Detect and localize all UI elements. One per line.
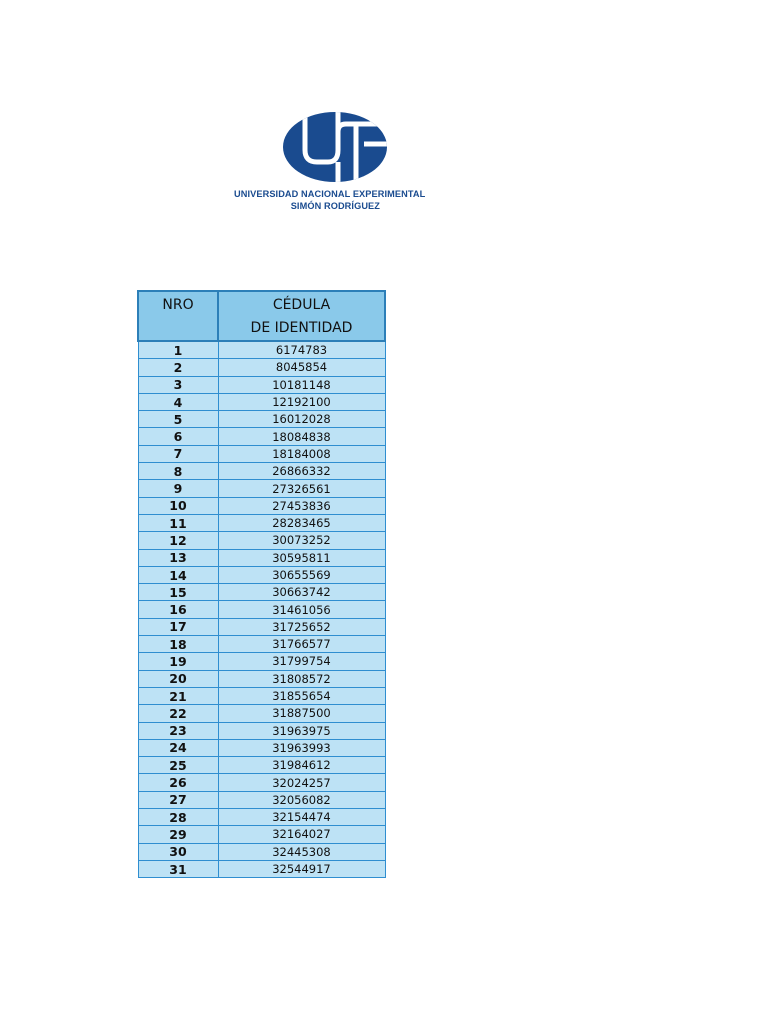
table-row — [138, 826, 385, 843]
cedula-cell: 31461056 — [218, 601, 385, 618]
row-number-cell: 14 — [138, 566, 218, 583]
table-row — [138, 722, 385, 739]
table-row — [138, 411, 385, 428]
table-row — [138, 376, 385, 393]
table-row — [138, 860, 385, 877]
cedula-cell: 31855654 — [218, 687, 385, 704]
cedula-cell: 31808572 — [218, 670, 385, 687]
cedula-cell: 32024257 — [218, 774, 385, 791]
cedula-cell: 18084838 — [218, 428, 385, 445]
table-body — [138, 341, 385, 878]
row-number-cell: 25 — [138, 757, 218, 774]
table-row — [138, 428, 385, 445]
row-number-cell: 20 — [138, 670, 218, 687]
table-row — [138, 359, 385, 376]
table-header-row — [138, 291, 385, 341]
row-number-cell: 18 — [138, 636, 218, 653]
row-number-cell: 6 — [138, 428, 218, 445]
logo-text-simon-rodriguez: SIMÓN RODRÍGUEZ — [290, 201, 380, 211]
row-number-cell: 5 — [138, 411, 218, 428]
table-row — [138, 705, 385, 722]
cedula-cell: 30073252 — [218, 532, 385, 549]
cedula-cell: 31725652 — [218, 618, 385, 635]
table-row — [138, 687, 385, 704]
table-row — [138, 601, 385, 618]
cedula-cell: 31963993 — [218, 739, 385, 756]
unesr-emblem-icon — [280, 110, 390, 185]
row-number-cell: 24 — [138, 739, 218, 756]
cedula-cell: 30655569 — [218, 566, 385, 583]
row-number-cell: 31 — [138, 860, 218, 877]
header-cedula-line2: DE IDENTIDAD — [250, 320, 353, 336]
cedula-cell: 10181148 — [218, 376, 385, 393]
table-row — [138, 480, 385, 497]
table-row — [138, 514, 385, 531]
cedula-cell: 31984612 — [218, 757, 385, 774]
cedula-cell: 6174783 — [218, 341, 385, 359]
column-header-nro — [138, 291, 218, 341]
table-row — [138, 618, 385, 635]
cedula-cell: 31963975 — [218, 722, 385, 739]
cedula-cell: 27453836 — [218, 497, 385, 514]
row-number-cell: 7 — [138, 445, 218, 462]
table-row — [138, 532, 385, 549]
row-number-cell: 23 — [138, 722, 218, 739]
cedula-cell: 31887500 — [218, 705, 385, 722]
table-row — [138, 636, 385, 653]
row-number-cell: 1 — [138, 341, 218, 359]
row-number-cell: 8 — [138, 463, 218, 480]
university-logo — [230, 110, 426, 220]
table-row — [138, 653, 385, 670]
logo-text-university: UNIVERSIDAD NACIONAL EXPERIMENTAL — [234, 189, 426, 199]
row-number-cell: 26 — [138, 774, 218, 791]
row-number-cell: 4 — [138, 393, 218, 410]
row-number-cell: 22 — [138, 705, 218, 722]
table-row — [138, 341, 385, 359]
row-number-cell: 11 — [138, 514, 218, 531]
identity-table — [137, 290, 386, 878]
row-number-cell: 16 — [138, 601, 218, 618]
cedula-cell: 27326561 — [218, 480, 385, 497]
row-number-cell: 2 — [138, 359, 218, 376]
cedula-cell: 16012028 — [218, 411, 385, 428]
cedula-cell: 30663742 — [218, 584, 385, 601]
cedula-cell: 32154474 — [218, 809, 385, 826]
cedula-cell: 12192100 — [218, 393, 385, 410]
row-number-cell: 17 — [138, 618, 218, 635]
cedula-cell: 26866332 — [218, 463, 385, 480]
cedula-cell: 32056082 — [218, 791, 385, 808]
cedula-cell: 32544917 — [218, 860, 385, 877]
table-row — [138, 566, 385, 583]
cedula-cell: 8045854 — [218, 359, 385, 376]
table-row — [138, 843, 385, 860]
row-number-cell: 9 — [138, 480, 218, 497]
table-row — [138, 757, 385, 774]
header-nro-label: NRO — [162, 297, 194, 313]
table-row — [138, 549, 385, 566]
row-number-cell: 30 — [138, 843, 218, 860]
cedula-cell: 32445308 — [218, 843, 385, 860]
table-row — [138, 791, 385, 808]
table-row — [138, 584, 385, 601]
table-row — [138, 497, 385, 514]
row-number-cell: 28 — [138, 809, 218, 826]
table-row — [138, 393, 385, 410]
cedula-cell: 31799754 — [218, 653, 385, 670]
cedula-cell: 18184008 — [218, 445, 385, 462]
cedula-cell: 31766577 — [218, 636, 385, 653]
row-number-cell: 12 — [138, 532, 218, 549]
header-cedula-line1: CÉDULA — [272, 297, 331, 313]
row-number-cell: 21 — [138, 687, 218, 704]
table-row — [138, 739, 385, 756]
row-number-cell: 27 — [138, 791, 218, 808]
cedula-cell: 30595811 — [218, 549, 385, 566]
cedula-cell: 28283465 — [218, 514, 385, 531]
row-number-cell: 10 — [138, 497, 218, 514]
table-row — [138, 670, 385, 687]
cedula-cell: 32164027 — [218, 826, 385, 843]
table-row — [138, 445, 385, 462]
table-row — [138, 774, 385, 791]
row-number-cell: 3 — [138, 376, 218, 393]
row-number-cell: 19 — [138, 653, 218, 670]
table-row — [138, 809, 385, 826]
column-header-cedula — [218, 291, 385, 341]
row-number-cell: 15 — [138, 584, 218, 601]
row-number-cell: 13 — [138, 549, 218, 566]
row-number-cell: 29 — [138, 826, 218, 843]
table-row — [138, 463, 385, 480]
